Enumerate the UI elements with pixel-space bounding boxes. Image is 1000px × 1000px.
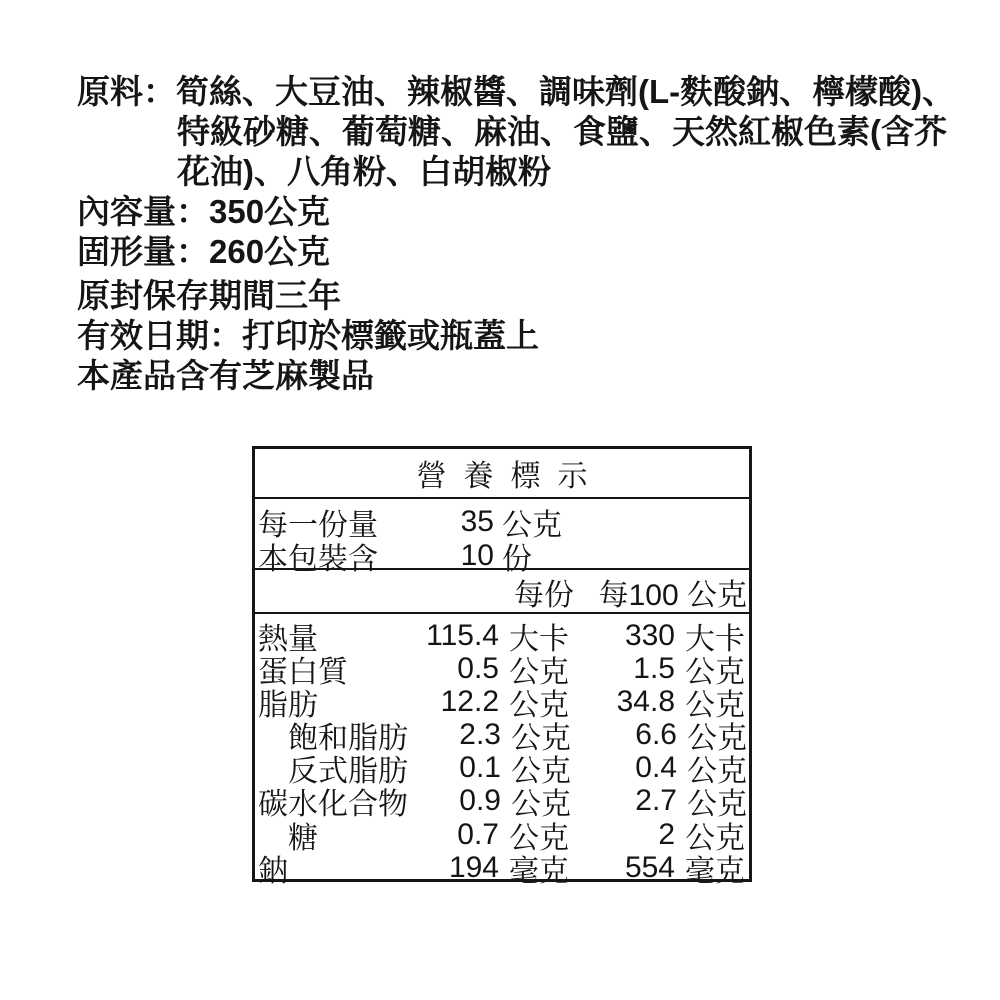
per-100g-unit: 公克 (685, 821, 745, 855)
nutrition-table-title: 營養標示 (416, 460, 605, 493)
per-serving-value: 194 (448, 850, 499, 884)
per-serving-column-header: 每份 (514, 579, 574, 612)
per-serving-unit: 公克 (509, 689, 569, 723)
ingredients-line-1 (77, 72, 955, 112)
per-serving-unit: 公克 (509, 821, 569, 855)
serving-size-value: 35 (460, 505, 494, 538)
nutrient-label: 反式脂肪 (288, 755, 408, 789)
per-serving-value: 115.4 (426, 619, 499, 652)
per-100g-unit: 公克 (687, 722, 747, 756)
per-serving-unit: 公克 (509, 656, 569, 690)
nutrient-row (258, 846, 747, 888)
per-100g-column-header: 每100 公克 (598, 579, 747, 612)
ingredients-line-3: 花油)、八角粉、白胡椒粉 (177, 153, 551, 190)
nutrient-row (258, 746, 747, 789)
serving-size-unit: 公克 (502, 509, 562, 542)
serving-info-section (255, 497, 749, 576)
nutrition-facts-table (252, 446, 752, 888)
servings-per-package-value: 10 (460, 539, 494, 572)
servings-per-package-row (255, 534, 749, 576)
nutrient-rows-section (255, 612, 749, 888)
per-serving-unit: 公克 (511, 722, 571, 756)
net-weight-line: 內容量：350公克 (77, 193, 331, 230)
drained-weight-line: 固形量：260公克 (77, 233, 331, 270)
serving-size-label: 每一份量 (258, 509, 378, 542)
per-100g-unit: 毫克 (685, 854, 745, 888)
per-serving-unit: 大卡 (509, 623, 569, 656)
per-100g-value: 6.6 (635, 718, 677, 752)
per-100g-value: 330 (624, 619, 675, 652)
per-100g-value: 2 (658, 817, 675, 851)
per-serving-value: 12.2 (440, 685, 499, 719)
nutrient-label: 熱量 (258, 623, 318, 656)
per-100g-unit: 公克 (685, 656, 745, 690)
product-info-block (77, 72, 955, 396)
per-100g-unit: 公克 (687, 755, 747, 789)
per-100g-unit: 公克 (687, 788, 747, 822)
per-100g-value: 554 (624, 850, 675, 884)
nutrient-label: 鈉 (258, 854, 288, 888)
ingredients-text: 筍絲、大豆油、辣椒醬、調味劑(L-麩酸鈉、檸檬酸)、 (176, 73, 956, 110)
ingredients-label: 原料： (77, 73, 176, 110)
nutrient-row (258, 647, 747, 690)
nutrient-label: 脂肪 (258, 689, 318, 723)
per-serving-unit: 毫克 (509, 854, 569, 888)
per-100g-unit: 公克 (685, 689, 745, 723)
per-serving-value: 0.5 (457, 652, 499, 686)
per-100g-unit: 大卡 (685, 623, 745, 656)
servings-per-package-label: 本包裝含 (258, 543, 378, 576)
nutrient-row (258, 713, 747, 756)
per-serving-unit: 公克 (511, 755, 571, 789)
nutrient-label: 糖 (288, 821, 318, 855)
per-serving-value: 2.3 (459, 718, 501, 752)
shelf-life-line: 原封保存期間三年 (77, 277, 341, 314)
per-100g-value: 1.5 (633, 652, 675, 686)
serving-size-row (255, 500, 749, 542)
column-headers-row (255, 568, 749, 612)
allergen-notice-line: 本產品含有芝麻製品 (77, 357, 374, 394)
nutrient-row (258, 614, 747, 656)
nutrient-row (258, 779, 747, 822)
servings-per-package-unit: 份 (502, 543, 532, 576)
expiry-date-line: 有效日期：打印於標籤或瓶蓋上 (77, 317, 539, 354)
per-serving-unit: 公克 (511, 788, 571, 822)
nutrient-row (258, 813, 747, 855)
nutrient-label: 飽和脂肪 (288, 722, 408, 756)
per-serving-value: 0.1 (459, 751, 501, 785)
nutrient-label: 碳水化合物 (258, 788, 408, 822)
per-100g-value: 0.4 (635, 751, 677, 785)
nutrient-label: 蛋白質 (258, 656, 348, 690)
ingredients-line-2: 特級砂糖、葡萄糖、麻油、食鹽、天然紅椒色素(含芥 (177, 113, 947, 150)
per-100g-value: 2.7 (635, 784, 677, 818)
per-100g-value: 34.8 (616, 685, 675, 719)
per-serving-value: 0.9 (459, 784, 501, 818)
per-serving-value: 0.7 (457, 817, 499, 851)
nutrient-row (258, 680, 747, 723)
